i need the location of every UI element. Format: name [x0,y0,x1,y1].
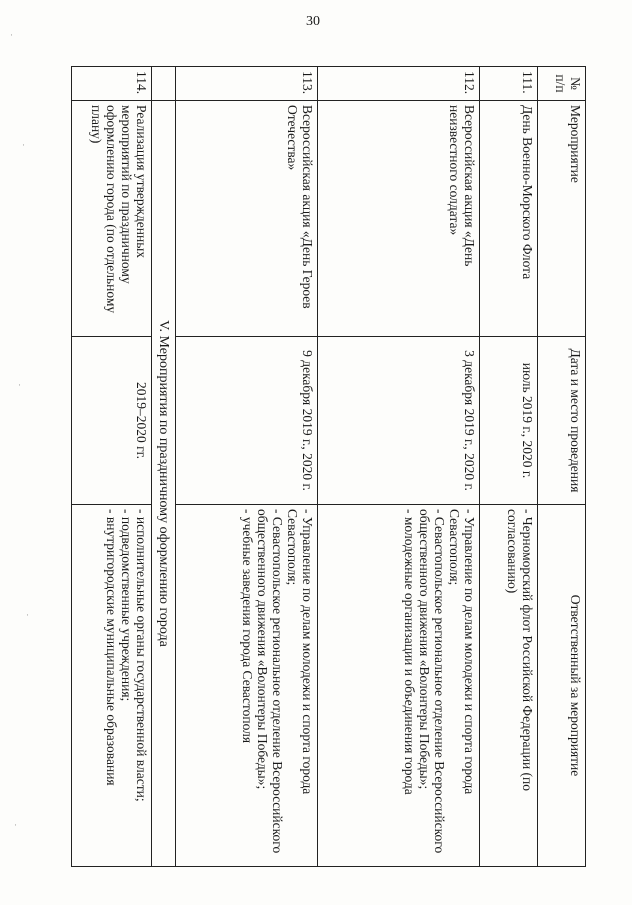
table-row [480,67,538,867]
row-num: 113. [176,67,318,101]
table-row [176,67,318,867]
row-num: 111. [480,67,538,101]
section-row [152,67,176,867]
page-number: 30 [306,14,320,29]
header-event: Мероприятие [538,101,586,337]
responsible-line: - Черноморский флот Российской Федерации (по согласованию) [505,509,535,792]
table-row [318,67,480,867]
header-num: № п/п [538,67,586,101]
scan-speck-5: · [14,820,17,830]
events-table [71,66,586,867]
row-event: День Военно-Морского Флота [480,101,538,337]
header-responsible: Ответственный за мероприятие [538,505,586,867]
responsible-line: - Управление по делам молодежи и спорта города Севастополя; [285,509,315,795]
scan-speck-1: · [10,30,13,40]
section-title: V. Мероприятия по праздничному оформлению города [152,101,176,867]
responsible-line: - Управление по делам молодежи и спорта города Севастополя; [447,509,477,795]
table-row [72,67,152,867]
row-responsible [176,505,318,867]
rotated-table-container [89,66,586,866]
row-date: 9 декабря 2019 г., 2020 г. [176,337,318,505]
row-date: 3 декабря 2019 г., 2020 г. [318,337,480,505]
row-responsible [480,505,538,867]
row-num: 112. [318,67,480,101]
header-date: Дата и место проведения [538,337,586,505]
scan-speck-3: · [18,380,21,390]
responsible-line: - учебные заведения города Севастополя [240,509,255,744]
responsible-line: - внутригородские муниципальные образования [104,509,119,786]
row-date: июль 2019 г., 2020 г. [480,337,538,505]
responsible-line: - Севастопольское региональное отделение Всероссийского общественного движения «Волонтеры Победы»; [255,509,285,854]
scan-speck-4: · [26,610,29,620]
row-date: 2019–2020 гг. [72,337,152,505]
row-responsible [72,505,152,867]
responsible-line: - Севастопольское региональное отделение Всероссийского общественного движения «Волонтеры Победы»; [417,509,447,854]
responsible-line: - подведомственные учреждения; [119,509,134,702]
section-spacer [152,67,176,101]
table-header-row [538,67,586,867]
row-event: Всероссийская акция «День Героев Отечества» [176,101,318,337]
responsible-line: - молодежные организации и объединения города [402,509,417,795]
scan-speck-2: · [22,140,25,150]
row-responsible [318,505,480,867]
row-event: Реализация утвержденных мероприятий по праздничному оформлению города (по отдельному плану) [72,101,152,337]
row-event: Всероссийская акция «День неизвестного солдата» [318,101,480,337]
responsible-line: - исполнительные органы государственной власти; [134,509,149,802]
row-num: 114. [72,67,152,101]
